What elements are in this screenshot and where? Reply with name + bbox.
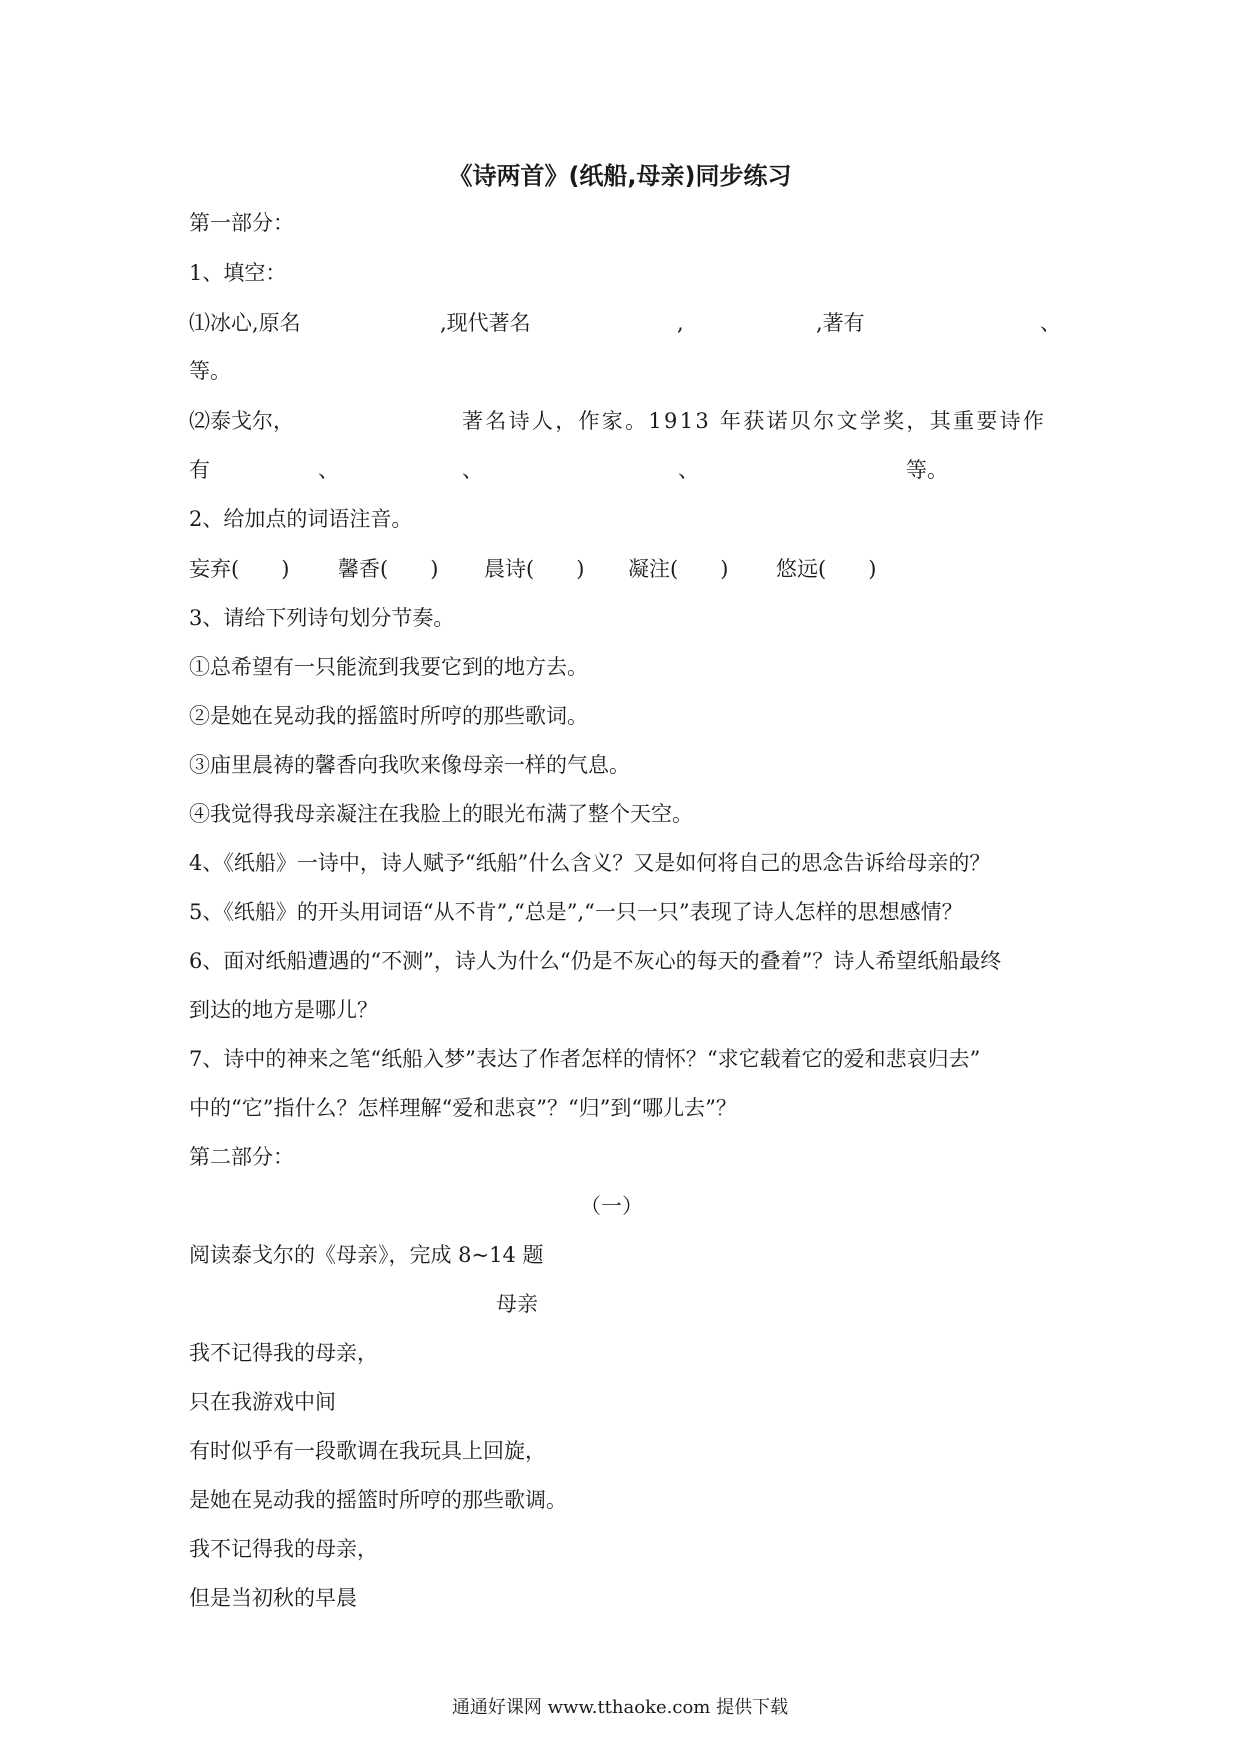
q2-word: 晨诗( ): [484, 557, 585, 581]
q3-heading: 3、请给下列诗句划分节奏。: [189, 606, 455, 630]
page-footer: 通通好课网 www.tthaoke.com 提供下载: [451, 1697, 789, 1718]
part1-heading: 第一部分：: [189, 211, 294, 235]
page-title: 《诗两首》(纸船,母亲)同步练习: [448, 162, 792, 190]
q1-item2-dun2: 、: [462, 458, 483, 482]
poem-line: 我不记得我的母亲，: [189, 1341, 378, 1365]
q1-item1-prefix: ⑴冰心,原名: [189, 311, 301, 335]
section-marker: （一）: [580, 1194, 643, 1218]
q7-line2: 中的“它”指什么？怎样理解“爱和悲哀”？“归”到“哪儿去”？: [189, 1096, 737, 1120]
q1-item1-mid2: ,著有: [816, 311, 865, 335]
q7-line1: 7、诗中的神来之笔“纸船入梦”表达了作者怎样的情怀？“求它载着它的爱和悲哀归去”: [189, 1047, 981, 1071]
q1-item2-you: 有: [189, 458, 210, 482]
q3-item: ①总希望有一只能流到我要它到的地方去。: [189, 655, 588, 679]
poem-line: 但是当初秋的早晨: [189, 1586, 357, 1610]
q3-item: ③庙里晨祷的馨香向我吹来像母亲一样的气息。: [189, 753, 630, 777]
poem-line: 只在我游戏中间: [189, 1390, 336, 1414]
part2-heading: 第二部分：: [189, 1145, 294, 1169]
q3-item: ②是她在晃动我的摇篮时所哼的那些歌词。: [189, 704, 588, 728]
q1-item1-comma: ,: [677, 311, 684, 335]
q2-word: 妄弃( ): [189, 557, 290, 581]
poem-line: 是她在晃动我的摇篮时所哼的那些歌调。: [189, 1488, 567, 1512]
poem-line: 有时似乎有一段歌调在我玩具上回旋，: [189, 1439, 546, 1463]
q1-item2-dun3: 、: [678, 458, 699, 482]
q1-item1-dun: 、: [1040, 311, 1061, 335]
q1-item2-end: 等。: [906, 458, 948, 482]
q1-item2-prefix: ⑵泰戈尔，: [189, 409, 294, 433]
q6-line1: 6、面对纸船遭遇的“不测”，诗人为什么“仍是不灰心的每天的叠着”？诗人希望纸船最终: [189, 949, 1002, 973]
q1-heading: 1、填空：: [189, 261, 287, 285]
q1-item2-dun1: 、: [318, 458, 339, 482]
q2-heading: 2、给加点的词语注音。: [189, 507, 413, 531]
reading-intro: 阅读泰戈尔的《母亲》，完成 8~14 题: [189, 1243, 544, 1267]
q2-word: 馨香( ): [338, 557, 439, 581]
q1-item1-tail: 等。: [189, 359, 231, 383]
q2-word: 悠远( ): [776, 557, 877, 581]
poem-line: 我不记得我的母亲，: [189, 1537, 378, 1561]
q5-text: 5、《纸船》的开头用词语“从不肯”,“总是”,“一只一只”表现了诗人怎样的思想感情？: [189, 900, 963, 924]
q6-line2: 到达的地方是哪儿？: [189, 998, 378, 1022]
poem-title: 母亲: [496, 1292, 538, 1316]
q4-text: 4、《纸船》一诗中，诗人赋予“纸船”什么含义？又是如何将自己的思念告诉给母亲的？: [189, 851, 991, 875]
q1-item2-mid: 著名诗人，作家。1913 年获诺贝尔文学奖，其重要诗作: [462, 409, 1047, 433]
q1-item1-mid1: ,现代著名: [440, 311, 531, 335]
q2-word: 凝注( ): [628, 557, 729, 581]
q3-item: ④我觉得我母亲凝注在我脸上的眼光布满了整个天空。: [189, 802, 693, 826]
